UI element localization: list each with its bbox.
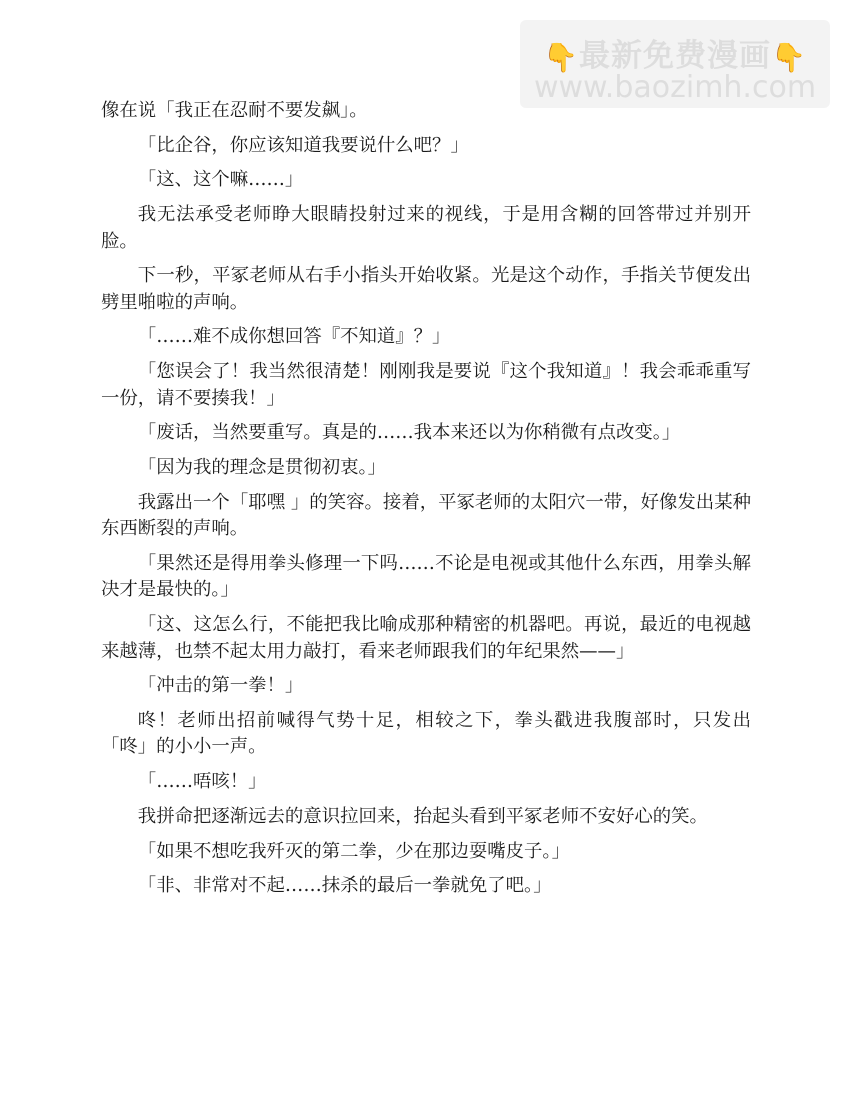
paragraph: 我拼命把逐渐远去的意识拉回来，抬起头看到平冢老师不安好心的笑。 xyxy=(137,805,708,827)
paragraph: 咚！老师出招前喊得气势十足，相较之下，拳头戳进我腹部时，只发出「咚」的小小一声。 xyxy=(101,709,751,758)
paragraph: 像在说「我正在忍耐不要发飙」。 xyxy=(101,100,368,121)
paragraph: 「比企谷，你应该知道我要说什么吧？」 xyxy=(137,134,469,156)
paragraph: 「……难不成你想回答『不知道』？」 xyxy=(137,326,451,348)
paragraph: 「废话，当然要重写。真是的……我本来还以为你稍微有点改变。」 xyxy=(137,422,681,444)
paragraph: 我无法承受老师睁大眼睛投射过来的视线，于是用含糊的回答带过并别开脸。 xyxy=(101,204,751,252)
paragraph: 「这、这怎么行，不能把我比喻成那种精密的机器吧。再说，最近的电视越来越薄，也禁不起太用力敲打，看来老师跟我们的年纪果然——」 xyxy=(101,614,751,662)
pointing-down-hand-icon: 👇 xyxy=(543,41,579,74)
paragraph: 「您误会了！我当然很清楚！刚刚我是要说『这个我知道』！我会乖乖重写一份，请不要揍我！」 xyxy=(101,361,751,409)
paragraph: 「果然还是得用拳头修理一下吗……不论是电视或其他什么东西，用拳头解决才是最快的。」 xyxy=(101,552,751,601)
watermark xyxy=(520,20,830,108)
paragraph: 「因为我的理念是贯彻初衷。」 xyxy=(137,457,387,478)
paragraph: 「非、非常对不起……抹杀的最后一拳就免了吧。」 xyxy=(137,875,552,897)
paragraph: 「如果不想吃我歼灭的第二拳，少在那边耍嘴皮子。」 xyxy=(137,840,570,862)
watermark-url: www.baozimh.com xyxy=(533,70,817,105)
paragraph: 「这、这个嘛……」 xyxy=(137,169,304,191)
page-text xyxy=(101,98,751,908)
watermark-title xyxy=(520,30,830,75)
pointing-down-hand-icon: 👇 xyxy=(771,41,807,74)
paragraph: 「冲击的第一拳！」 xyxy=(137,675,304,697)
paragraph: 我露出一个「耶嘿 」的笑容。接着，平冢老师的太阳穴一带，好像发出某种东西断裂的声响。 xyxy=(101,491,751,540)
paragraph: 下一秒，平冢老师从右手小指头开始收紧。光是这个动作，手指关节便发出劈里啪啦的声响。 xyxy=(101,265,751,313)
paragraph: 「……唔咳！」 xyxy=(137,771,267,793)
watermark-title-text: 最新免费漫画 xyxy=(579,38,771,74)
